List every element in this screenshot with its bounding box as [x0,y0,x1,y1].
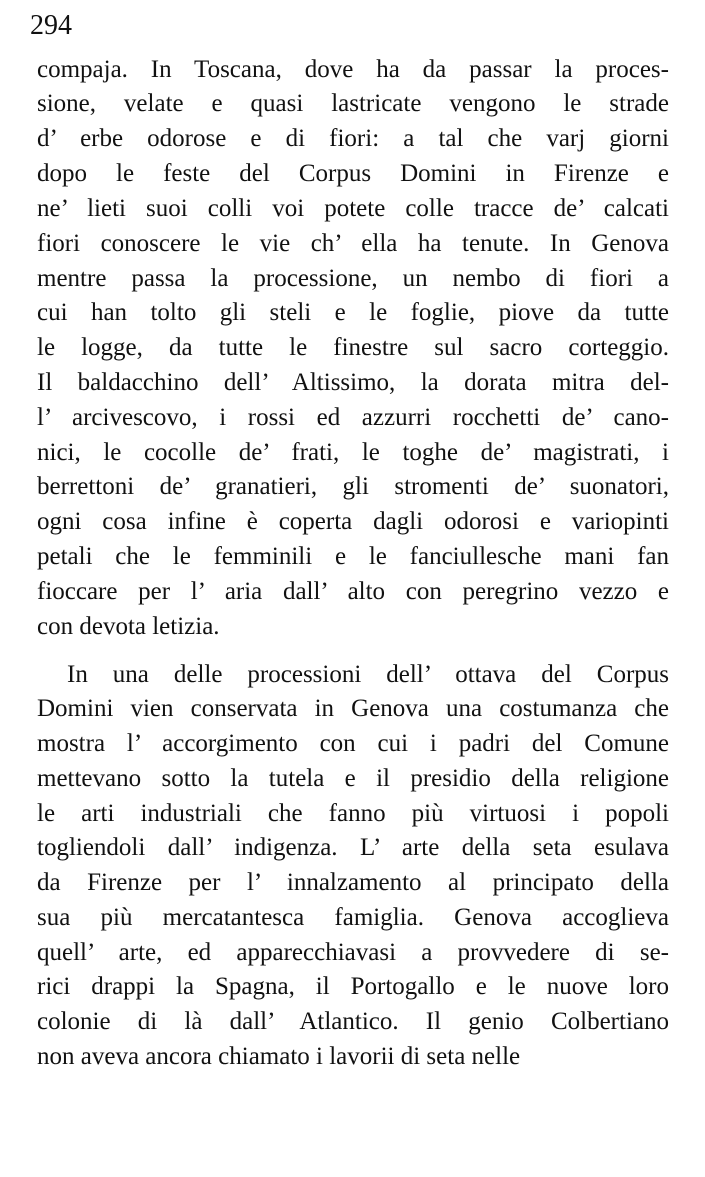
text-line: dopo le feste del Corpus Domini in Firenze e [37,160,669,187]
text-line: nici, le cocolle de’ frati, le toghe de’ magistrati, i [37,439,669,466]
text-line: cui han tolto gli steli e le foglie, piove da tutte [37,299,669,326]
text-line: d’ erbe odorose e di fiori: a tal che varj giorni [37,125,669,152]
text-line: non aveva ancora chiamato i lavorii di seta nelle [37,1043,521,1070]
text-line: petali che le femminili e le fanciullesche mani fan [37,543,669,570]
text-line: compaja. In Toscana, dove ha da passar la proces- [37,56,669,83]
text-line: Domini vien conservata in Genova una costumanza che [37,695,669,722]
text-line: rici drappi la Spagna, il Portogallo e le nuove loro [37,973,669,1000]
page-number: 294 [30,10,72,41]
text-line: l’ arcivescovo, i rossi ed azzurri rocchetti de’ cano- [37,404,669,431]
text-line: togliendoli dall’ indigenza. L’ arte della seta esulava [37,834,669,861]
text-line: mostra l’ accorgimento con cui i padri del Comune [37,730,669,757]
text-line: sua più mercatantesca famiglia. Genova accoglieva [37,904,669,931]
text-line: da Firenze per l’ innalzamento al principato della [37,869,669,896]
text-line: ne’ lieti suoi colli voi potete colle tracce de’ calcati [37,195,669,222]
text-line: fiori conoscere le vie ch’ ella ha tenute. In Genova [37,230,669,257]
text-line: fioccare per l’ aria dall’ alto con peregrino vezzo e [37,578,669,605]
text-line: le logge, da tutte le finestre sul sacro corteggio. [37,334,669,361]
text-line: mentre passa la processione, un nembo di fiori a [37,265,669,292]
text-line: mettevano sotto la tutela e il presidio della religione [37,765,669,792]
text-line: berrettoni de’ granatieri, gli stromenti de’ suonatori, [37,473,669,500]
text-line: le arti industriali che fanno più virtuosi i popoli [37,800,669,827]
text-line: quell’ arte, ed apparecchiavasi a provvedere di se- [37,939,669,966]
text-line: Il baldacchino dell’ Altissimo, la dorata mitra del- [37,369,669,396]
text-line: In una delle processioni dell’ ottava del Corpus [67,661,669,688]
text-line: ogni cosa infine è coperta dagli odorosi e variopinti [37,508,669,535]
text-line: sione, velate e quasi lastricate vengono le strade [37,90,669,117]
text-line: colonie di là dall’ Atlantico. Il genio Colbertiano [37,1008,669,1035]
text-line: con devota letizia. [37,613,220,640]
